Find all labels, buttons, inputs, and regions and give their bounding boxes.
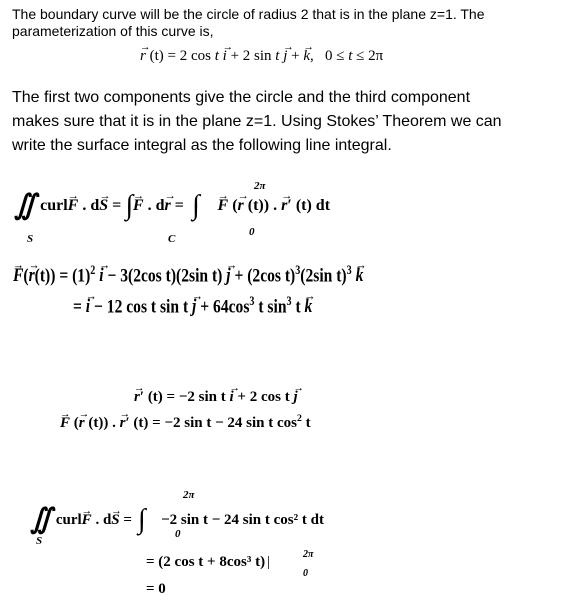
intro-line-2: parameterization of this curve is, [12, 23, 214, 39]
stokes-lower-limit: 0 [249, 226, 255, 238]
eval-lower-limit: 0 [303, 568, 308, 579]
final-upper-limit: 2π [183, 489, 195, 501]
eval-upper-limit: 2π [303, 549, 314, 560]
stokes-upper-limit: 2π [254, 180, 266, 192]
f-of-r-line-2: = → i − 12 cos t $\sin t \to j + 64\cos^3$ t $\sin^3 t \to k$ [73, 294, 312, 318]
final-integral: ∬ curl→ F . d→ S = ∫ −2 sin t − 24 sin t cos² t dt [30, 498, 324, 532]
intro-line-1: The boundary curve will be the circle of radius 2 that is in the plane z=1. The [12, 6, 485, 22]
paragraph-line-2: makes sure that it is in the plane z=1. Using Stokes’ Theorem we can [12, 113, 502, 130]
stokes-equation: ∬ curl→ F . d→ S = ∫→ F . d→ r = ∫ → F (→ r (t)) . → r′ (t) dt [14, 184, 330, 218]
f-of-r-line-1: → $F(\to r(t)) = (1)^2 \to i - 3(2\cos$ t)(2sin t) → j + (2cos t)$^3$(2sin t)$^3$ → k [13, 263, 363, 287]
paragraph-line-1: The first two components give the circle and the third component [12, 89, 471, 106]
parameterization-equation: → r (t) = 2 cos t → i + 2 sin t → j + → k, 0 ≤ t ≤ 2π [140, 48, 383, 65]
result-line: = 0 [146, 581, 166, 597]
paragraph-line-3: write the surface integral as the following line integral. [12, 137, 392, 154]
dot-product-equation: → F (→ r (t)) . → r′ (t) = −2 sin t − 24 sin t $\cos^2 t$ [60, 413, 311, 432]
final-surface-label: S [36, 535, 43, 547]
r-prime-equation: → r′ (t) = −2 sin t → i + 2 cos t → j [134, 389, 298, 406]
evaluation-line: = (2 cos t + 8cos³ t) | [146, 554, 271, 570]
stokes-curve-label: C [168, 233, 176, 245]
final-lower-limit: 0 [175, 528, 181, 540]
stokes-surface-label: S [27, 233, 34, 245]
